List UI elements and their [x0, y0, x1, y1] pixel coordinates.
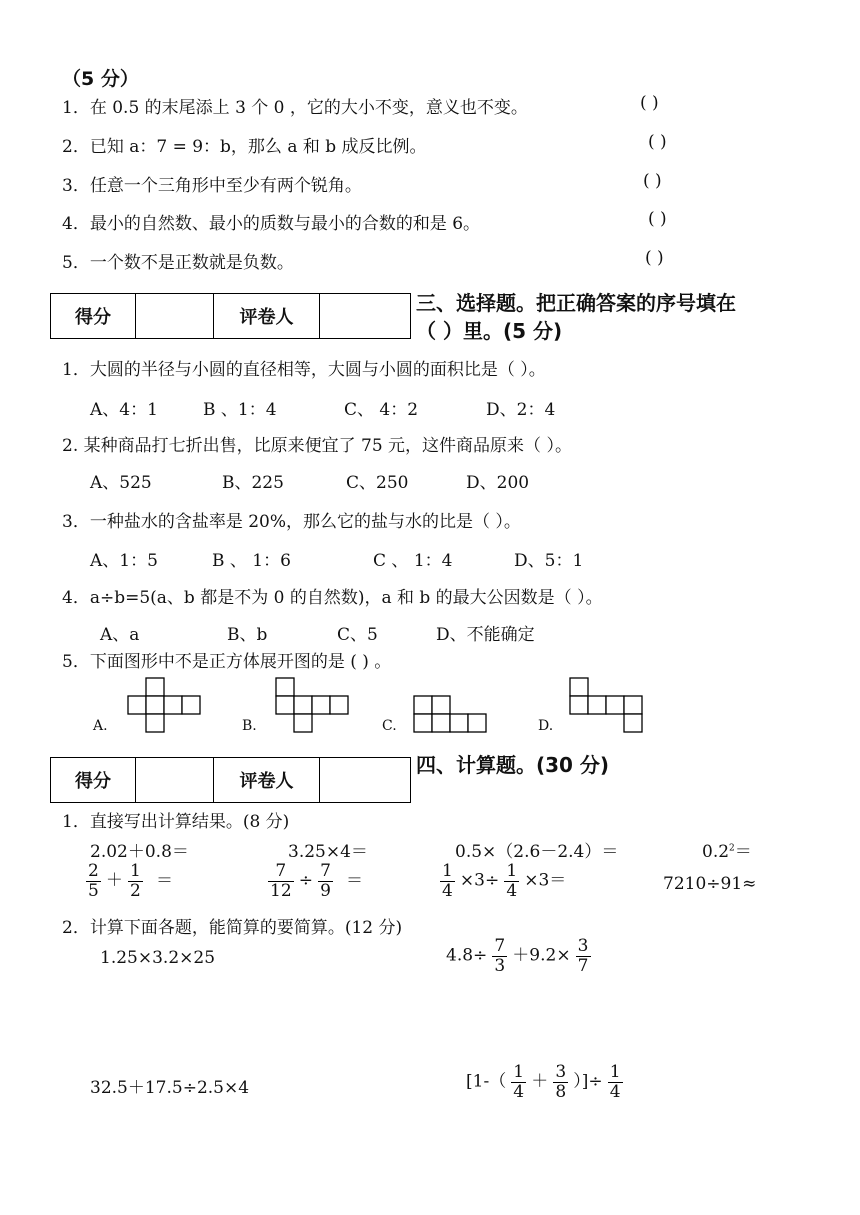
- choice-question-3: 3．一种盐水的含盐率是 20%，那么它的盐与水的比是（ ）。: [62, 512, 521, 532]
- choice-option[interactable]: A、1：5: [90, 551, 158, 571]
- choice-option[interactable]: D、5：1: [514, 551, 584, 571]
- score-table-section3: [50, 293, 411, 339]
- figure-label-b[interactable]: B.: [242, 718, 257, 734]
- choice-option[interactable]: B 、 1：6: [212, 551, 291, 571]
- section-score-note: （5 分）: [62, 68, 139, 90]
- calc-expr: 2.02＋0.8＝: [90, 842, 189, 862]
- choice-option[interactable]: D、200: [466, 473, 530, 493]
- answer-paren-2[interactable]: ( ): [648, 132, 667, 152]
- calc-expr-e1: 1.25×3.2×25: [100, 948, 216, 968]
- judge-item-1: 1．在 0.5 的末尾添上 3 个 0 ，它的大小不变，意义也不变。: [62, 98, 528, 118]
- calc-expr: 7210÷91≈: [663, 874, 757, 894]
- calc-question-2: 2．计算下面各题，能简算的要简算。(12 分): [62, 918, 403, 938]
- answer-paren-1[interactable]: ( ): [640, 93, 659, 113]
- score-cell[interactable]: [136, 294, 214, 339]
- calc-expr: 0.5×（2.6－2.4）＝: [455, 842, 619, 862]
- choice-option[interactable]: C、250: [346, 473, 409, 493]
- score-label: 得分: [51, 294, 136, 339]
- choice-option[interactable]: C 、 1：4: [373, 551, 453, 571]
- cube-net-a-figure: [120, 675, 210, 737]
- choice-question-1: 1．大圆的半径与小圆的直径相等，大圆与小圆的面积比是（ ）。: [62, 360, 546, 380]
- power-equals: ＝: [734, 842, 752, 862]
- score-label: 得分: [51, 758, 136, 803]
- calc-expr-power: [702, 837, 752, 862]
- answer-paren-3[interactable]: ( ): [643, 171, 662, 191]
- choice-question-2: 2. 某种商品打七折出售，比原来便宜了 75 元，这件商品原来（ ）。: [62, 436, 572, 456]
- score-cell[interactable]: [136, 758, 214, 803]
- power-base: 0.2: [702, 842, 730, 862]
- section3-title-line1: 三、选择题。把正确答案的序号填在: [416, 291, 736, 315]
- calc-expr-fraction-b: $\frac{7}{12}$ ÷ $\frac{7}{9}$ ＝: [270, 861, 363, 901]
- choice-option[interactable]: B、225: [222, 473, 284, 493]
- choice-question-4: 4．a÷b=5(a、b 都是不为 0 的自然数)，a 和 b 的最大公因数是（ ）。: [62, 588, 603, 608]
- calc-expr-fraction-c: $\frac{1}{4}$ ×3÷ $\frac{1}{4}$ ×3＝: [442, 861, 567, 901]
- calc-expr: 3.25×4＝: [288, 842, 368, 862]
- score-table-section4: [50, 757, 411, 803]
- cube-net-c-figure: [408, 693, 498, 738]
- power-exponent: 2: [729, 843, 735, 854]
- calc-expr-e4: [1-（ $\frac{1}{4}$ ＋ $\frac{3}{8}$ ）]÷ $\frac{1}{4}$: [466, 1062, 621, 1102]
- grader-label: 评卷人: [214, 294, 320, 339]
- choice-option[interactable]: D、不能确定: [436, 625, 535, 645]
- figure-label-a[interactable]: A.: [93, 718, 108, 734]
- judge-item-2: 2．已知 a：7 = 9：b，那么 a 和 b 成反比例。: [62, 137, 427, 157]
- judge-item-5: 5．一个数不是正数就是负数。: [62, 253, 294, 273]
- cube-net-d-figure: [566, 675, 656, 737]
- answer-paren-5[interactable]: ( ): [645, 248, 664, 268]
- choice-question-5: 5．下面图形中不是正方体展开图的是 ( ) 。: [62, 652, 392, 672]
- choice-option[interactable]: C、5: [337, 625, 378, 645]
- choice-option[interactable]: D、2：4: [486, 400, 556, 420]
- calc-expr-e2: 4.8÷ $\frac{7}{3}$ ＋9.2× $\frac{3}{7}$: [446, 936, 589, 976]
- grader-cell[interactable]: [320, 294, 411, 339]
- section3-title-line2: （ ）里。(5 分): [416, 319, 563, 343]
- choice-option[interactable]: B、b: [227, 625, 268, 645]
- calc-expr-e3: 32.5＋17.5÷2.5×4: [90, 1078, 250, 1098]
- grader-label: 评卷人: [214, 758, 320, 803]
- judge-item-4: 4．最小的自然数、最小的质数与最小的合数的和是 6。: [62, 214, 481, 234]
- judge-item-3: 3．任意一个三角形中至少有两个锐角。: [62, 176, 362, 196]
- answer-paren-4[interactable]: ( ): [648, 209, 667, 229]
- choice-option[interactable]: A、a: [100, 625, 140, 645]
- choice-option[interactable]: A、4：1: [90, 400, 158, 420]
- calc-question-1: 1．直接写出计算结果。(8 分): [62, 812, 290, 832]
- cube-net-b-figure: [270, 675, 360, 737]
- choice-option[interactable]: B 、1：4: [203, 400, 277, 420]
- choice-option[interactable]: A、525: [90, 473, 152, 493]
- figure-label-d[interactable]: D.: [538, 718, 554, 734]
- figure-label-c[interactable]: C.: [382, 718, 397, 734]
- choice-option[interactable]: C、 4：2: [344, 400, 419, 420]
- calc-expr-fraction-a: $\frac{2}{5}$ ＋ $\frac{1}{2}$ ＝: [88, 861, 173, 901]
- grader-cell[interactable]: [320, 758, 411, 803]
- section4-title: 四、计算题。(30 分): [416, 753, 610, 777]
